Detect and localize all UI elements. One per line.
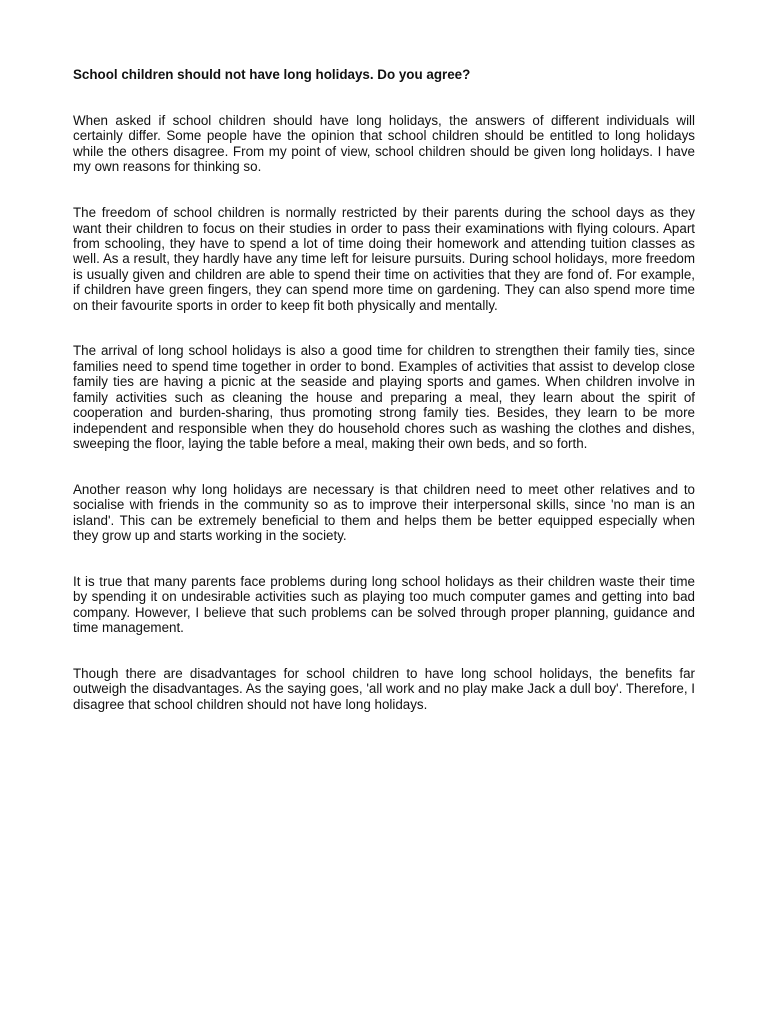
essay-paragraph-socialising: Another reason why long holidays are necessary is that children need to meet other relatives and to socialise with friends in the community so as to improve their interpersonal skills, since 'no man is an island'. This can be extremely beneficial to them and helps them be better equipped especially when they grow up and starts working in the society. bbox=[73, 481, 695, 544]
essay-paragraph-family-ties: The arrival of long school holidays is also a good time for children to strengthen their family ties, since families need to spend time together in order to bond. Examples of activities that assist to develop close family ties are having a picnic at the seaside and playing sports and games. When children involve in family activities such as cleaning the house and preparing a meal, they learn about the spirit of cooperation and burden-sharing, thus promoting strong family ties. Besides, they learn to be more independent and responsible when they do household chores such as washing the clothes and dishes, sweeping the floor, laying the table before a meal, making their own beds, and so forth. bbox=[73, 343, 695, 451]
essay-paragraph-conclusion: Though there are disadvantages for school children to have long school holidays, the benefits far outweigh the disadvantages. As the saying goes, 'all work and no play make Jack a dull boy'. Therefore, I disagree that school children should not have long holidays. bbox=[73, 666, 695, 712]
essay-paragraph-counterargument: It is true that many parents face problems during long school holidays as their children waste their time by spending it on undesirable activities such as playing too much computer games and getting into bad company. However, I believe that such problems can be solved through proper planning, guidance and time management. bbox=[73, 573, 695, 636]
essay-paragraph-freedom: The freedom of school children is normally restricted by their parents during the school days as they want their children to focus on their studies in order to pass their examinations with flying colours. Apart from schooling, they have to spend a lot of time doing their homework and attending tuition classes as well. As a result, they hardly have any time left for leisure pursuits. During school holidays, more freedom is usually given and children are able to spend their time on activities that they are fond of. For example, if children have green fingers, they can spend more time on gardening. They can also spend more time on their favourite sports in order to keep fit both physically and mentally. bbox=[73, 205, 695, 313]
essay-title: School children should not have long holidays. Do you agree? bbox=[73, 67, 471, 82]
essay-paragraph-introduction: When asked if school children should have long holidays, the answers of different individuals will certainly differ. Some people have the opinion that school children should be entitled to long holidays while the others disagree. From my point of view, school children should be given long holidays. I have my own reasons for thinking so. bbox=[73, 113, 695, 175]
essay-body bbox=[73, 67, 695, 743]
